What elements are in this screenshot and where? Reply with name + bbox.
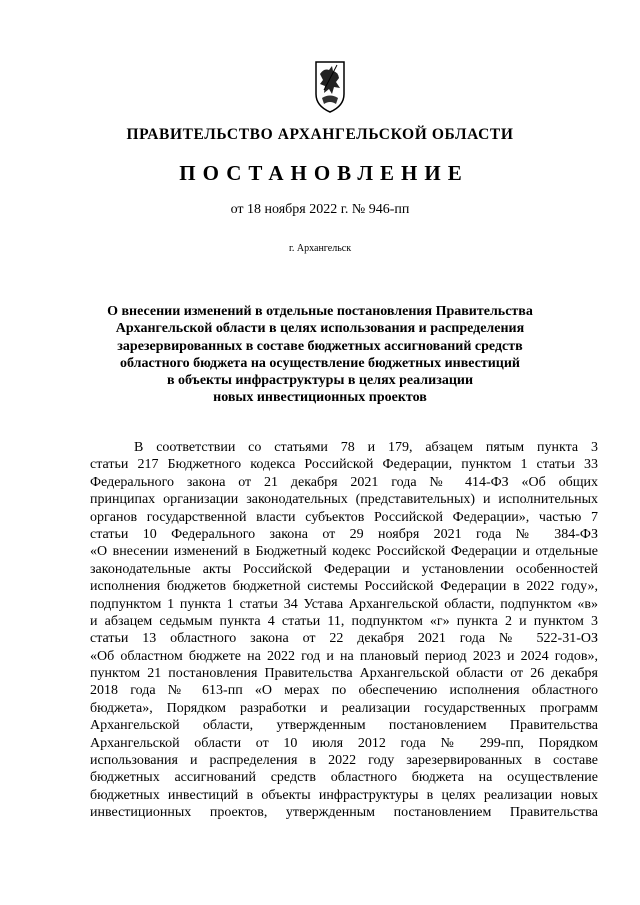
- title-line: областного бюджета на осуществление бюджетных инвестиций: [119, 355, 521, 371]
- body-line: бюджета», Порядком разработки и реализации государственных программ: [90, 700, 598, 716]
- government-name: ПРАВИТЕЛЬСТВО АРХАНГЕЛЬСКОЙ ОБЛАСТИ: [126, 126, 514, 143]
- body-line: органов государственной власти субъектов Российской Федерации», частью 7: [90, 509, 598, 525]
- body-line: бюджетных ассигнований средств областного бюджета на осуществление: [90, 770, 598, 786]
- body-line: статьи 13 областного закона от 22 декабря 2021 года № 522-31-ОЗ: [90, 631, 598, 647]
- body-line: статьи 217 Бюджетного кодекса Российской Федерации, пунктом 1 статьи 33: [90, 457, 598, 473]
- coat-of-arms-icon: [314, 60, 346, 114]
- body-line: исполнения бюджетов бюджетной системы Российской Федерации в 2022 году»,: [90, 579, 598, 595]
- body-line: бюджетных инвестиций в объекты инфраструктуры в целях реализации новых: [90, 787, 598, 803]
- body-line: и абзацем седьмым пункта 4 статьи 11, подпунктом «г» пункта 2 и пунктом 3: [90, 613, 598, 629]
- body-line: «О внесении изменений в Бюджетный кодекс Российской Федерации и отдельные: [90, 544, 598, 560]
- body-line: Архангельской области, утвержденным постановлением Правительства: [90, 718, 598, 734]
- title-line: зарезервированных в составе бюджетных ассигнований средств: [117, 338, 523, 354]
- document-date-number: от 18 ноября 2022 г. № 946-пп: [230, 202, 410, 217]
- body-line: статьи 10 Федерального закона от 29 ноября 2021 года № 384-ФЗ: [90, 526, 598, 542]
- title-line: в объекты инфраструктуры в целях реализации: [166, 373, 474, 389]
- body-line: В соответствии со статьями 78 и 179, абзацем пятым пункта 3: [134, 440, 598, 455]
- document-city: г. Архангельск: [288, 243, 352, 254]
- body-line: принципах организации законодательных (представительных) и исполнительных: [90, 492, 598, 508]
- body-line: подпунктом 1 пункта 1 статьи 34 Устава Архангельской области, подпунктом «в»: [90, 596, 598, 612]
- body-line: инвестиционных проектов, утвержденным постановлением Правительства: [90, 805, 598, 821]
- document-type: ПОСТАНОВЛЕНИЕ: [179, 161, 469, 185]
- title-line: новых инвестиционных проектов: [213, 390, 427, 406]
- document-title: [70, 303, 570, 407]
- body-line: 2018 года № 613-пп «О мерах по обеспечению исполнения областного: [90, 683, 598, 699]
- title-line: О внесении изменений в отдельные постановления Правительства: [107, 304, 533, 319]
- body-line: Федерального закона от 21 декабря 2021 года № 414-ФЗ «Об общих: [90, 474, 598, 490]
- title-line: Архангельской области в целях использования и распределения: [115, 321, 525, 337]
- body-line: Архангельской области от 10 июля 2012 года № 299-пп, Порядком: [90, 735, 598, 751]
- body-line: использования и распределения в 2022 году зарезервированных в составе: [90, 753, 598, 769]
- body-line: «Об областном бюджете на 2022 год и на плановый период 2023 и 2024 годов»,: [90, 648, 598, 664]
- body-line: пунктом 21 постановления Правительства Архангельской области от 26 декабря: [90, 666, 598, 682]
- body-line: законодательные акты Российской Федерации и установлении особенностей: [90, 561, 598, 577]
- body-paragraph: [90, 439, 598, 822]
